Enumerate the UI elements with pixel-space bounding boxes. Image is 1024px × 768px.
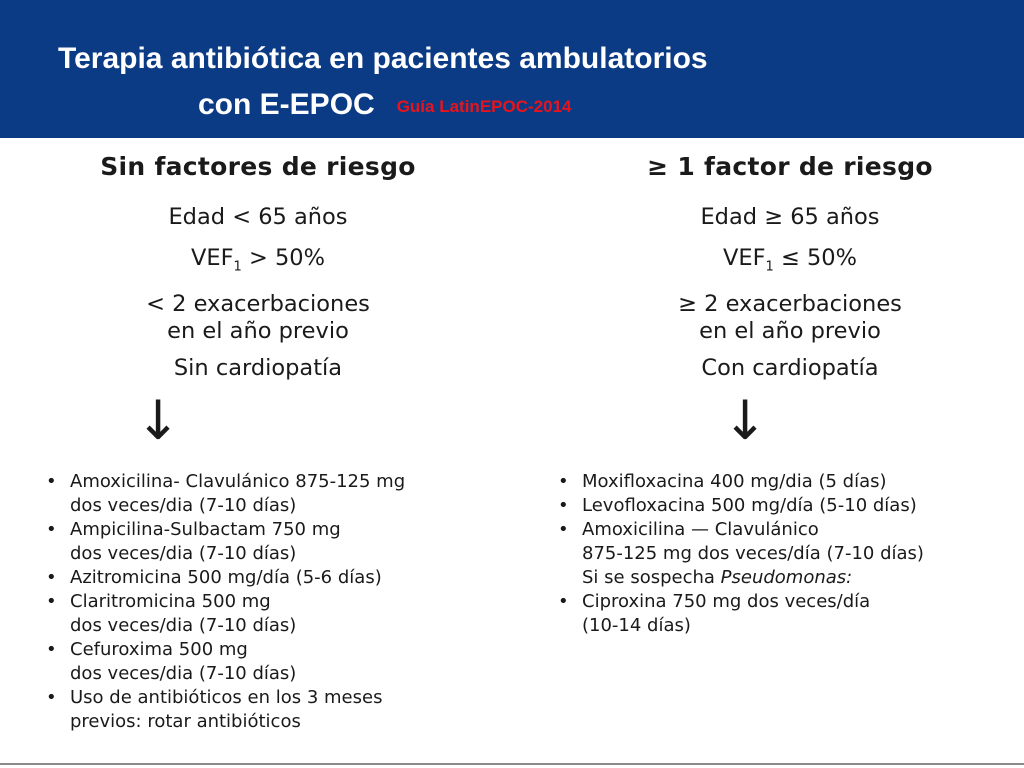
list-item: • Amoxicilina — Clavulánico	[558, 518, 1018, 542]
right-vef-sub: 1	[765, 259, 774, 275]
list-item-continuation: dos veces/dia (7-10 días)	[70, 663, 297, 684]
right-age-criterion: Edad ≥ 65 años	[700, 204, 880, 230]
left-age-criterion: Edad < 65 años	[168, 204, 348, 230]
right-exac-line1: ≥ 2 exacerbaciones	[678, 290, 902, 317]
list-item-continuation: dos veces/dia (7-10 días)	[70, 543, 297, 564]
left-exac-line1: < 2 exacerbaciones	[146, 290, 370, 317]
left-exac-line2: en el año previo	[167, 317, 349, 344]
page-title-line2	[198, 88, 571, 122]
right-exacerbation-criterion	[570, 291, 1010, 345]
pseudomonas-note	[558, 566, 1018, 590]
right-vef-criterion	[570, 245, 1010, 281]
no-risk-heading: Sin factores de riesgo	[100, 152, 416, 181]
list-item-continuation: dos veces/dia (7-10 días)	[70, 615, 297, 636]
list-item: • Cefuroxima 500 mg	[46, 638, 516, 662]
list-item-continuation: dos veces/dia (7-10 días)	[70, 495, 297, 516]
left-exacerbation-criterion	[38, 291, 478, 345]
list-item: • Ampicilina-Sulbactam 750 mg	[46, 518, 516, 542]
list-item: • Moxifloxacina 400 mg/dia (5 días)	[558, 470, 1018, 494]
left-vef-prefix: VEF	[190, 245, 234, 271]
list-item-continuation: (10-14 días)	[582, 615, 691, 636]
left-down-arrow-icon: ↓	[135, 388, 181, 452]
title-line2-text: con E-EPOC	[198, 88, 375, 121]
page-title: Terapia antibiótica en pacientes ambulatorios	[58, 42, 708, 75]
list-item-continuation: 875-125 mg dos veces/día (7-10 días)	[582, 543, 924, 564]
right-cardio-criterion: Con cardiopatía	[701, 354, 879, 381]
list-item-continuation: previos: rotar antibióticos	[70, 711, 301, 732]
guideline-subtitle: Guía LatinEPOC-2014	[396, 97, 572, 116]
right-exac-line2: en el año previo	[699, 317, 881, 344]
bottom-divider	[0, 763, 1024, 765]
list-item: • Claritromicina 500 mg	[46, 590, 516, 614]
no-risk-antibiotic-list	[46, 470, 516, 734]
risk-heading: ≥ 1 factor de riesgo	[647, 152, 933, 181]
risk-antibiotic-list	[558, 470, 1018, 638]
right-vef-prefix: VEF	[722, 245, 766, 271]
list-item: • Ciproxina 750 mg dos veces/día	[558, 590, 1018, 614]
header-banner	[0, 0, 1024, 138]
risk-factors-column	[570, 140, 1010, 452]
list-item: • Azitromicina 500 mg/día (5-6 días)	[46, 566, 516, 590]
left-vef-sub: 1	[233, 259, 242, 275]
right-down-arrow-icon: ↓	[722, 388, 768, 452]
left-vef-suffix: > 50%	[241, 245, 325, 271]
pseudomonas-name: Pseudomonas:	[720, 567, 853, 588]
right-vef-suffix: ≤ 50%	[773, 245, 857, 271]
list-item: • Levofloxacina 500 mg/día (5-10 días)	[558, 494, 1018, 518]
left-vef-criterion	[38, 245, 478, 281]
list-item: • Uso de antibióticos en los 3 meses	[46, 686, 516, 710]
no-risk-factors-column	[38, 140, 478, 452]
list-item: • Amoxicilina- Clavulánico 875-125 mg	[46, 470, 516, 494]
left-cardio-criterion: Sin cardiopatía	[173, 354, 343, 381]
pseudomonas-note-text: Si se sospecha	[582, 567, 721, 588]
